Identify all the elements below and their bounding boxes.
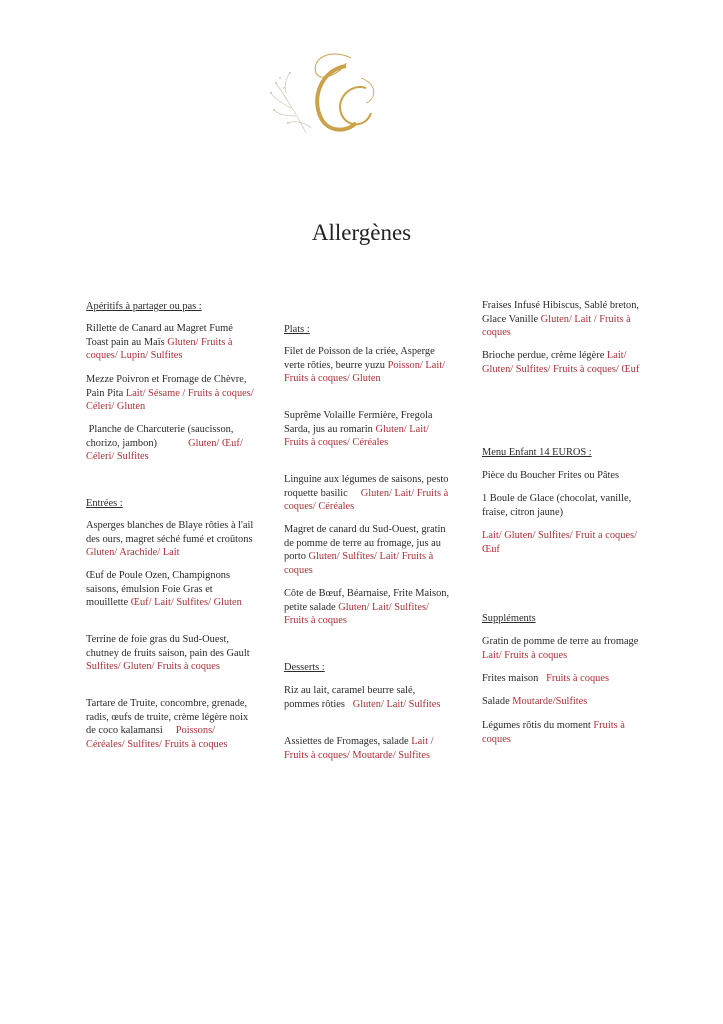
menu-item: [86, 423, 254, 464]
section-heading-desserts: [284, 661, 452, 675]
menu-item: [284, 473, 452, 514]
item-allergens: Sulfites/ Gluten/ Fruits à coques: [86, 661, 220, 673]
item-name: Planche de Charcuterie (saucisson, chorizo, jambon): [86, 424, 237, 449]
item-allergens: Moutarde/Sulfites: [512, 696, 588, 707]
item-name: Gratin de pomme de terre au fromage: [482, 636, 639, 647]
section-heading-menu-enfant: [482, 446, 650, 460]
item-allergens: Gluten/ Lait/ Sulfites/ Fruits à coques: [284, 601, 429, 627]
item-name: Œuf de Poule Ozen, Champignons saisons, émulsion Foie Gras et mouillette: [86, 570, 231, 609]
heading-text: Menu Enfant 14 EUROS :: [482, 447, 592, 458]
menu-item: [284, 345, 452, 386]
item-allergens: Lait / Fruits à coques/ Moutarde/ Sulfites: [284, 736, 434, 761]
menu-item: [284, 735, 452, 762]
item-allergens: Lait/ Fruits à coques: [482, 649, 568, 661]
item-name: Asperges blanches de Blaye rôties à l'ail des ours, magret séché fumé et croûtons: [86, 520, 254, 545]
menu-item: [86, 322, 254, 363]
heading-text: Desserts :: [284, 662, 325, 673]
item-allergens: Lait/ Sésame / Fruits à coques/ Céleri/ Gluten: [86, 387, 254, 413]
item-name: Tartare de Truite, concombre, grenade, radis, œufs de truite, crème légère noix de coco kalamansi: [86, 698, 251, 737]
page-title: Allergènes: [311, 220, 412, 245]
menu-enfant-allergens: [482, 529, 650, 556]
menu-item: [284, 409, 452, 450]
logo: [266, 48, 386, 140]
menu-item: [86, 569, 254, 610]
item-name: Riz au lait, caramel beurre salé, pommes rôties: [284, 685, 418, 710]
item-allergens: Lait/ Gluten/ Sulfites/ Fruits à coques/ Œuf: [482, 350, 640, 375]
item-allergens: Gluten/ Œuf/ Céleri/ Sulfites: [86, 437, 246, 463]
item-allergens: Fruits à coques: [546, 673, 609, 684]
menu-item: [86, 373, 254, 414]
item-allergens: Gluten/ Lait/ Fruits à coques/ Céréales: [284, 487, 451, 513]
item-allergens: Gluten/ Sulfites/ Lait/ Fruits à coques: [284, 551, 434, 576]
item-allergens: Œuf/ Lait/ Sulfites/ Gluten: [130, 597, 242, 609]
menu-item: [482, 492, 650, 519]
menu-item: [284, 587, 452, 628]
section-heading-plats: [284, 323, 452, 337]
item-name: Filet de Poisson de la criée, Asperge verte rôties, beurre yuzu: [284, 346, 435, 371]
item-allergens: Lait/ Gluten/ Sulfites/ Fruit a coques/ Œuf: [482, 530, 637, 555]
monogram-logo-icon: [266, 48, 386, 140]
menu-item: [482, 349, 650, 376]
section-heading-aperitifs: [86, 300, 254, 314]
item-name: Pièce du Boucher Frites ou Pâtes: [482, 470, 620, 481]
menu-item: [86, 519, 254, 560]
item-allergens: Gluten/ Arachide/ Lait: [86, 547, 180, 559]
item-allergens: Gluten/ Lait/ Sulfites: [352, 698, 441, 710]
item-name: Frites maison: [482, 673, 547, 684]
item-allergens: Fruits à coques: [482, 720, 625, 745]
menu-item: [284, 523, 452, 577]
item-name: Salade: [482, 696, 513, 707]
menu-item: [482, 672, 650, 686]
heading-text: Apéritifs à partager ou pas :: [86, 301, 202, 312]
section-heading-entrees: [86, 497, 254, 511]
menu-item: [482, 695, 650, 709]
item-name: Magret de canard du Sud-Ouest, gratin de pomme de terre au fromage, jus au porto: [284, 524, 446, 563]
item-name: Côte de Bœuf, Béarnaise, Frite Maison, petite salade: [284, 588, 450, 613]
item-allergens: Poisson/ Lait/ Fruits à coques/ Gluten: [284, 359, 446, 385]
menu-item: [482, 719, 650, 746]
item-allergens: Poissons/ Céréales/ Sulfites/ Fruits à coques: [86, 725, 228, 750]
menu-item: [86, 697, 254, 751]
heading-text: Entrées :: [86, 498, 123, 509]
item-name: Fraises Infusé Hibiscus, Sablé breton, Glace Vanille: [482, 300, 639, 325]
heading-text: Plats :: [284, 324, 310, 335]
menu-item: [482, 469, 650, 483]
item-name: Brioche perdue, crème légère: [482, 350, 607, 361]
item-name: Rillette de Canard au Magret Fumé Toast pain au Maïs: [86, 323, 233, 348]
item-allergens: Gluten/ Lait / Fruits à coques: [482, 313, 631, 339]
item-name: Mezze Poivron et Fromage de Chèvre, Pain Pita: [86, 374, 247, 399]
item-name: Assiettes de Fromages, salade: [284, 736, 412, 747]
item-name: Légumes rôtis du moment: [482, 720, 594, 731]
menu-item: [284, 684, 452, 711]
section-heading-supplements: [482, 612, 650, 626]
menu-item: [482, 299, 650, 340]
item-allergens: Gluten/ Lait/ Fruits à coques/ Céréales: [284, 423, 429, 449]
item-name: Linguine aux légumes de saisons, pesto roquette basilic: [284, 474, 452, 499]
menu-item: [482, 635, 650, 662]
menu-item: [86, 633, 261, 674]
item-name: Terrine de foie gras du Sud-Ouest, chutney de fruits saison, pain des Gault: [86, 634, 261, 659]
item-name: Suprême Volaille Fermière, Fregola Sarda, jus au romarin: [284, 410, 433, 435]
heading-text: Suppléments: [482, 613, 536, 624]
item-name: 1 Boule de Glace (chocolat, vanille, fraise, citron jaune): [482, 493, 632, 518]
item-allergens: Gluten/ Fruits à coques/ Lupin/ Sulfites: [86, 336, 233, 362]
